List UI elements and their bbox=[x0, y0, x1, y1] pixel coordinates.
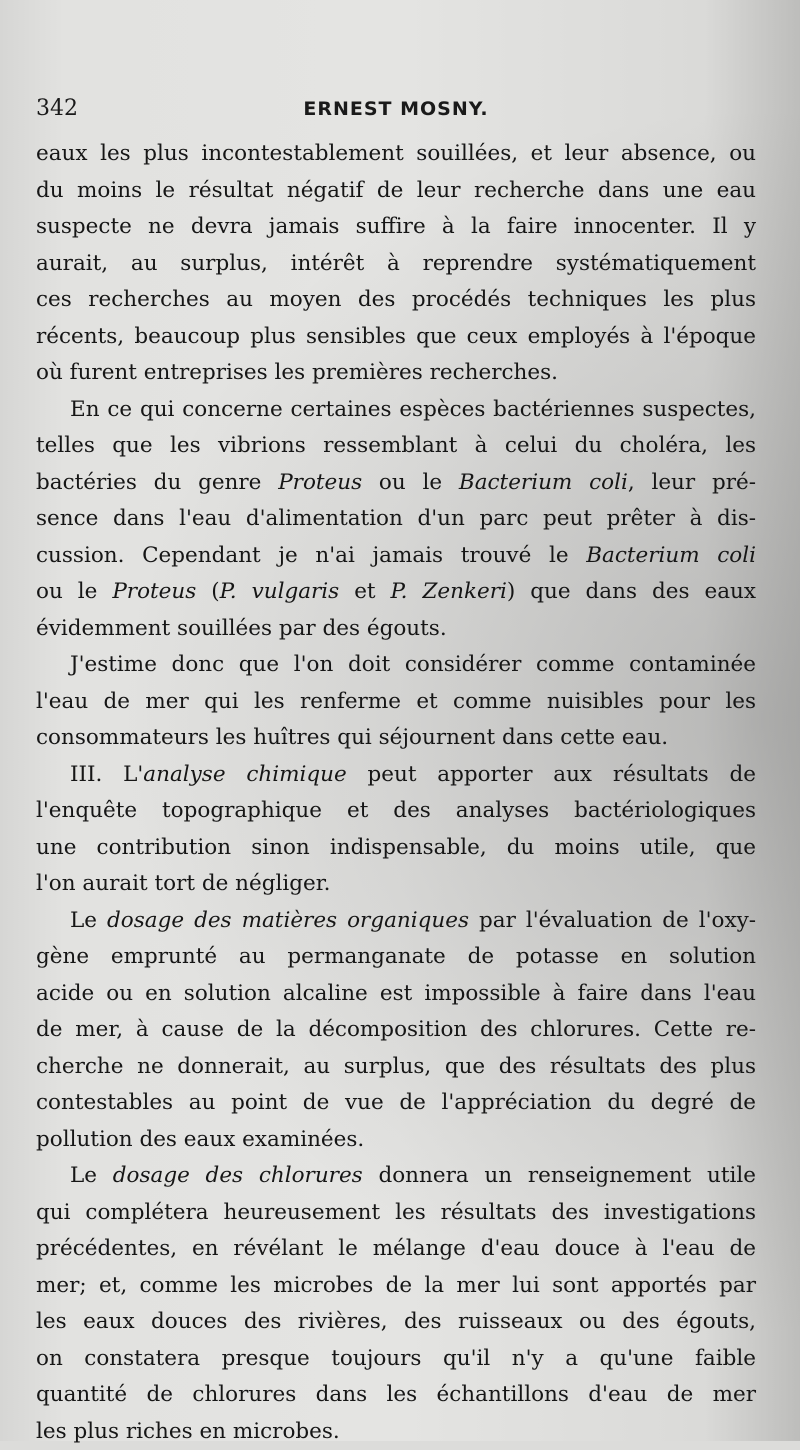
paragraph-6 bbox=[36, 1158, 756, 1450]
text-line: les eaux douces des rivières, des ruisseaux ou des égouts, bbox=[36, 1304, 756, 1341]
paragraph-1 bbox=[36, 136, 756, 392]
text-line: du moins le résultat négatif de leur recherche dans une eau bbox=[36, 173, 756, 210]
page-header bbox=[36, 96, 756, 126]
text-line: ces recherches au moyen des procédés techniques les plus bbox=[36, 282, 756, 319]
text-line: gène emprunté au permanganate de potasse en solution bbox=[36, 939, 756, 976]
text-line: III. L'analyse chimique peut apporter aux résultats de bbox=[36, 757, 756, 794]
text-line: où furent entreprises les premières recherches. bbox=[36, 355, 756, 392]
text-line: mer; et, comme les microbes de la mer lui sont apportés par bbox=[36, 1268, 756, 1305]
text-line: ou le Proteus (P. vulgaris et P. Zenkeri) que dans des eaux bbox=[36, 574, 756, 611]
text-line: qui complétera heureusement les résultats des investigations bbox=[36, 1195, 756, 1232]
paragraph-2 bbox=[36, 392, 756, 648]
text-line: suspecte ne devra jamais suffire à la faire innocenter. Il y bbox=[36, 209, 756, 246]
text-line: J'estime donc que l'on doit considérer comme contaminée bbox=[36, 647, 756, 684]
text-line: acide ou en solution alcaline est impossible à faire dans l'eau bbox=[36, 976, 756, 1013]
text-line: En ce qui concerne certaines espèces bactériennes suspectes, bbox=[36, 392, 756, 429]
text-line: cherche ne donnerait, au surplus, que des résultats des plus bbox=[36, 1049, 756, 1086]
paragraph-5 bbox=[36, 903, 756, 1159]
text-line: aurait, au surplus, intérêt à reprendre systématiquement bbox=[36, 246, 756, 283]
text-line: pollution des eaux examinées. bbox=[36, 1122, 756, 1159]
text-line: Le dosage des chlorures donnera un renseignement utile bbox=[36, 1158, 756, 1195]
body-text bbox=[36, 136, 756, 1450]
page-number: 342 bbox=[36, 96, 78, 121]
text-line: récents, beaucoup plus sensibles que ceux employés à l'époque bbox=[36, 319, 756, 356]
text-line: une contribution sinon indispensable, du moins utile, que bbox=[36, 830, 756, 867]
paragraph-4 bbox=[36, 757, 756, 903]
text-line: contestables au point de vue de l'appréciation du degré de bbox=[36, 1085, 756, 1122]
text-line: Le dosage des matières organiques par l'évaluation de l'oxy- bbox=[36, 903, 756, 940]
text-line: l'on aurait tort de négliger. bbox=[36, 866, 756, 903]
text-line: telles que les vibrions ressemblant à celui du choléra, les bbox=[36, 428, 756, 465]
text-line: les plus riches en microbes. bbox=[36, 1414, 756, 1450]
text-line: évidemment souillées par des égouts. bbox=[36, 611, 756, 648]
text-line: de mer, à cause de la décomposition des chlorures. Cette re- bbox=[36, 1012, 756, 1049]
text-line: cussion. Cependant je n'ai jamais trouvé le Bacterium coli bbox=[36, 538, 756, 575]
text-line: sence dans l'eau d'alimentation d'un parc peut prêter à dis- bbox=[36, 501, 756, 538]
text-line: bactéries du genre Proteus ou le Bacterium coli, leur pré- bbox=[36, 465, 756, 502]
text-line: quantité de chlorures dans les échantillons d'eau de mer bbox=[36, 1377, 756, 1414]
paragraph-3 bbox=[36, 647, 756, 757]
text-line: consommateurs les huîtres qui séjournent dans cette eau. bbox=[36, 720, 756, 757]
text-line: l'eau de mer qui les renferme et comme nuisibles pour les bbox=[36, 684, 756, 721]
text-line: eaux les plus incontestablement souillées, et leur absence, ou bbox=[36, 136, 756, 173]
text-line: précédentes, en révélant le mélange d'eau douce à l'eau de bbox=[36, 1231, 756, 1268]
text-line: l'enquête topographique et des analyses bactériologiques bbox=[36, 793, 756, 830]
running-head: ERNEST MOSNY. bbox=[36, 98, 756, 120]
text-line: on constatera presque toujours qu'il n'y a qu'une faible bbox=[36, 1341, 756, 1378]
